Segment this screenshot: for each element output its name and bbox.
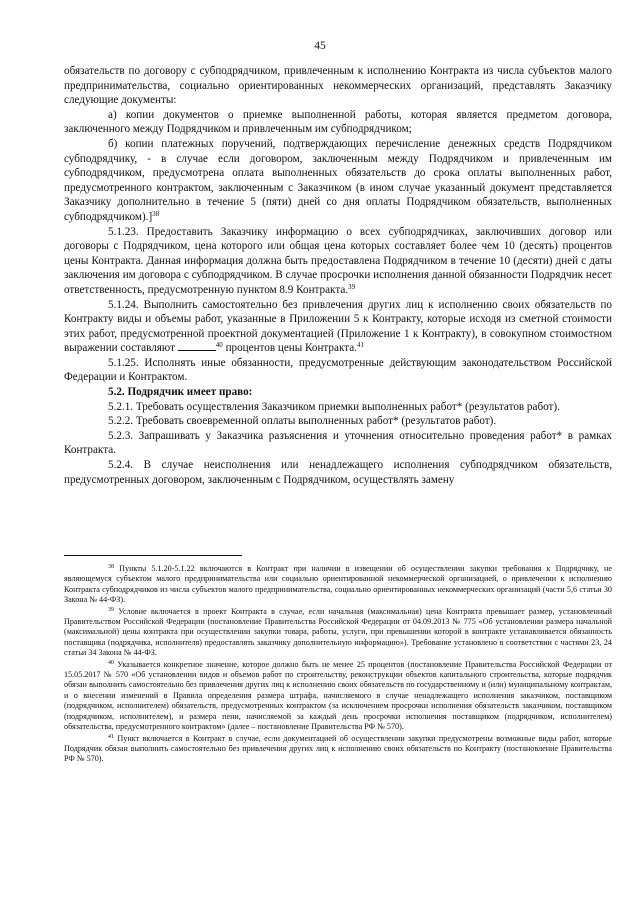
paragraph-item-a: а) копии документов о приемке выполненной работы, которая является предметом договора, заключенного между Подрядчиком и привлеченным им субподрядчиком; bbox=[64, 108, 612, 136]
footnote-ref-38: 38 bbox=[152, 209, 160, 218]
footnote-41: $^{41}$ Пункт включается в Контракт в случае, если документацией об осуществлении закупки предусмотрены возможные виды работ, которые Подрядчик обязан выполнить самостоятельно без привлечения других лиц к исполнению своих обязательств по Контракту (постановление Правительства РФ № 570). bbox=[64, 733, 612, 764]
paragraph-5-2-2: 5.2.2. Требовать своевременной оплаты выполненных работ* (результатов работ). bbox=[108, 415, 497, 428]
footnote-39: $^{39}$ Условие включается в проект Контракта в случае, если начальная (максимальная) цена Контракта превышает размер, установленный Правительством Российской Федерации (постановление Правительства Российской Федерации от 04.09.2013 № 775 «Об установлении размера начальной (максимальной) цены контракта при осуществлении закупки товара, работы, услуги, при превышении которой в контракте устанавливается обязанность поставщика (подрядчика, исполнителя) предоставлять заказчику дополнительную информацию»). Требование установлено в соответствии с частями 23, 24 статьи 34 Закона № 44-ФЗ. bbox=[64, 606, 612, 658]
paragraph-5-2-3: 5.2.3. Запрашивать у Заказчика разъяснения и уточнения относительно проведения работ* в рамках Контракта. bbox=[64, 429, 612, 457]
paragraph-5-1-23: 5.1.23. Предоставить Заказчику информацию о всех субподрядчиках, заключивших договор или договоры с Подрядчиком, цена которого или общая цена которых составляет более чем 10 (десять) процентов цены Контракта. Данная информация должна быть предоставлена Подрядчиком в течение 10 (десяти) дней с даты заключения им договора с субподрядчиком. В случае просрочки исполнения данной обязанности Подрядчик несет ответственность, предусмотренную пунктом 8.9 Контракта.$^{39}$ bbox=[64, 225, 612, 296]
footnote-38: $^{38}$ Пункты 5.1.20-5.1.22 включаются в Контракт при наличии в извещении об осуществлении закупки требования к Подрядчику, не являющемуся субъектом малого предпринимательства или социально ориентированной некоммерческой организацией, о привлечении к исполнению Контракта субподрядчиков из числа субъектов малого предпринимательства, социально ориентированных некоммерческих организаций (части 5,6 статьи 30 Закона № 44-ФЗ). bbox=[64, 564, 613, 605]
paragraph-continuation: обязательств по договору с субподрядчиком, привлеченным к исполнению Контракта из числа субъектов малого предпринимательства, социально ориентированных некоммерческих организаций, представлять Заказчику следующие документы: bbox=[64, 65, 612, 107]
paragraph-5-2-1: 5.2.1. Требовать осуществления Заказчиком приемки выполненных работ* (результатов работ). bbox=[108, 400, 560, 413]
paragraph-5-1-25: 5.1.25. Исполнять иные обязанности, предусмотренные действующим законодательством Российской Федерации и Контрактом. bbox=[64, 356, 612, 384]
footnotes bbox=[64, 564, 612, 766]
footnote-separator bbox=[64, 555, 242, 556]
section-heading-5-2: 5.2. Подрядчик имеет право: bbox=[108, 386, 253, 399]
page-number: 45 bbox=[314, 40, 326, 52]
footnote-40: $^{40}$ Указывается конкретное значение, которое должно быть не менее 25 процентов (постановление Правительства Российской Федерации от 15.05.2017 № 570 «Об установлении видов и объемов работ по строительству, реконструкции объектов капитального строительства, которые подрядчик обязан выполнить самостоятельно без привлечения других лиц к исполнению своих обязательств по государственному и (или) муниципальному контрактам, и о внесении изменений в Правила определения размера штрафа, начисляемого в случае ненадлежащего исполнения заказчиком, поставщиком (подрядчиком, исполнителем) обязательств, предусмотренных контрактом (за исключением просрочки исполнения обязательств заказчиком, поставщиком (подрядчиком, исполнителем), и размера пени, начисляемой за каждый день просрочки исполнения поставщиком (подрядчиком, исполнителем) обязательства, предусмотренного контрактом» (далее – постановление Правительства РФ № 570). bbox=[64, 659, 612, 732]
paragraph-5-2-4: 5.2.4. В случае неисполнения или ненадлежащего исполнения субподрядчиком обязательств, предусмотренных договором, заключенным с Подрядчиком, осуществлять замену bbox=[64, 459, 612, 486]
paragraph-item-b: б) копии платежных поручений, подтверждающих перечисление денежных средств Подрядчиком субподрядчику, - в случае если договором, заключенным между Подрядчиком и привлеченным им субподрядчиком, предусмотрена оплата выполненных обязательств до срока оплаты выполненных работ, предусмотренного контрактом, заключенным с Заказчиком (в ином случае указанный документ представляется Заказчику дополнительно в течение 5 (пяти) дней со дня оплаты Подрядчиком обязательств, выполненных субподрядчиком).]$^{38}$ bbox=[64, 137, 612, 223]
footnote-ref-41: 41 bbox=[356, 341, 364, 350]
footnote-ref-40: 40 bbox=[215, 341, 223, 350]
main-text bbox=[64, 64, 612, 487]
blank-field bbox=[178, 341, 216, 351]
paragraph-5-1-24: 5.1.24. Выполнить самостоятельно без привлечения других лиц к исполнению своих обязательств по Контракту виды и объемы работ, указанные в Приложении 5 к Контракту, которые исходя из сметной стоимости этих работ, предусмотренной проектной документацией (Приложение 1 к Контракту), в совокупном стоимостном выражении составляют $^{40}$ процентов цены Контракта.$^{41}$ bbox=[64, 298, 612, 355]
footnote-ref-39: 39 bbox=[348, 282, 356, 291]
